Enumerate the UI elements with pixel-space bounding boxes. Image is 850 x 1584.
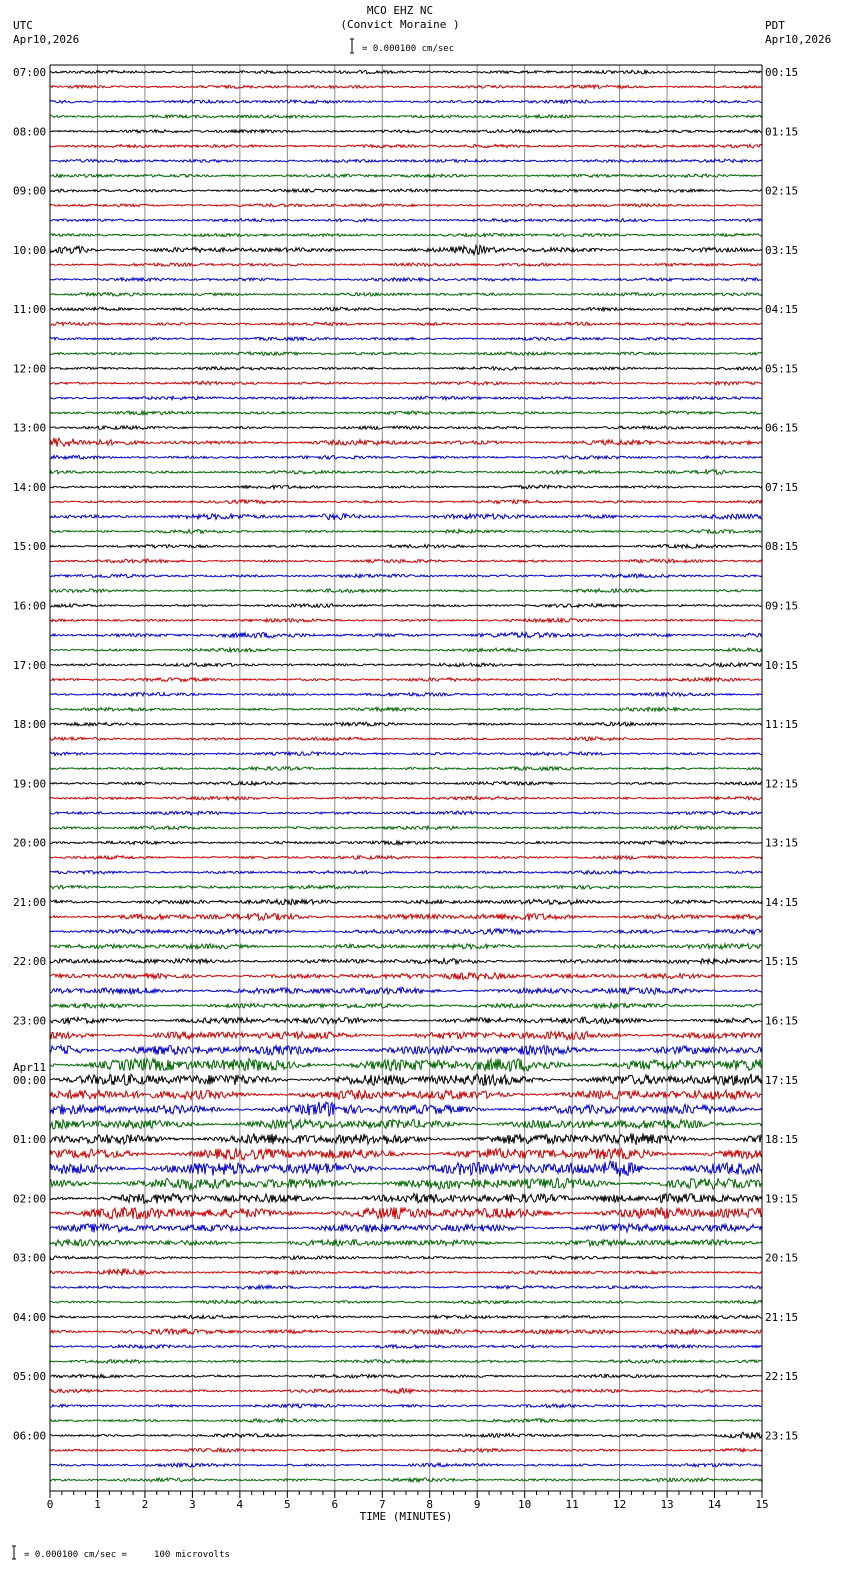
- trace-line: [50, 426, 762, 430]
- trace-line: [50, 1161, 762, 1176]
- trace-line: [50, 1256, 762, 1260]
- trace-line: [50, 1389, 762, 1394]
- x-tick-label: 8: [426, 1498, 434, 1511]
- trace-line: [50, 944, 762, 949]
- trace-line: [50, 1031, 762, 1039]
- trace-line: [50, 826, 762, 830]
- trace-line: [50, 885, 762, 889]
- trace-line: [50, 1404, 762, 1408]
- station-title: MCO EHZ NC: [366, 4, 434, 17]
- trace-line: [50, 381, 762, 385]
- trace-line: [50, 1432, 762, 1438]
- trace-line: [50, 500, 762, 504]
- right-timezone: PDT: [765, 19, 785, 32]
- trace-line: [50, 1419, 762, 1423]
- trace-line: [50, 959, 762, 964]
- x-axis-title: TIME (MINUTES): [359, 1510, 453, 1523]
- utc-hour-label: 23:00: [13, 1014, 47, 1028]
- trace-line: [50, 1090, 762, 1100]
- x-tick-label: 7: [378, 1498, 386, 1511]
- trace-line: [50, 1345, 762, 1349]
- pdt-hour-label: 09:15: [765, 599, 799, 613]
- utc-hour-label: 20:00: [13, 836, 47, 850]
- x-tick-label: 5: [284, 1498, 291, 1511]
- trace-line: [50, 1269, 762, 1276]
- trace-line: [50, 455, 762, 459]
- trace-line: [50, 70, 762, 74]
- trace-line: [50, 589, 762, 593]
- utc-hour-label: 15:00: [13, 540, 47, 554]
- utc-hour-label: 03:00: [13, 1251, 47, 1265]
- utc-hour-label: 09:00: [13, 184, 47, 198]
- trace-line: [50, 678, 762, 682]
- day-change-label: Apr11: [13, 1060, 47, 1074]
- pdt-hour-label: 22:15: [765, 1370, 799, 1384]
- trace-line: [50, 307, 762, 310]
- left-timezone: UTC: [13, 19, 33, 32]
- pdt-hour-label: 06:15: [765, 421, 799, 435]
- trace-line: [50, 632, 762, 638]
- pdt-hour-label: 21:15: [765, 1310, 799, 1324]
- plot-axes: [47, 65, 769, 1523]
- trace-line: [50, 1478, 762, 1482]
- trace-line: [50, 293, 762, 297]
- trace-line: [50, 396, 762, 400]
- trace-line: [50, 470, 762, 475]
- utc-hour-label: 10:00: [13, 243, 47, 257]
- trace-line: [50, 574, 762, 578]
- utc-hour-label: 02:00: [13, 1192, 47, 1206]
- trace-line: [50, 1194, 762, 1204]
- trace-line: [50, 1133, 762, 1145]
- utc-hour-label: 14:00: [13, 480, 47, 494]
- pdt-hour-label: 18:15: [765, 1133, 799, 1147]
- x-tick-label: 6: [331, 1498, 339, 1511]
- trace-line: [50, 781, 762, 785]
- trace-line: [50, 767, 762, 771]
- pdt-hour-label: 23:15: [765, 1429, 799, 1443]
- x-tick-label: 11: [565, 1498, 579, 1511]
- x-tick-label: 12: [612, 1498, 627, 1511]
- trace-line: [50, 263, 762, 266]
- trace-line: [50, 1286, 762, 1290]
- trace-line: [50, 604, 762, 608]
- trace-line: [50, 130, 762, 133]
- x-tick-label: 9: [473, 1498, 481, 1511]
- trace-line: [50, 811, 762, 815]
- x-tick-label: 4: [236, 1498, 244, 1511]
- trace-line: [50, 100, 762, 103]
- pdt-hour-label: 02:15: [765, 184, 799, 198]
- utc-hour-label: 08:00: [13, 125, 47, 139]
- pdt-hour-label: 08:15: [765, 540, 799, 554]
- utc-hour-label: 06:00: [13, 1429, 47, 1443]
- trace-line: [50, 1360, 762, 1364]
- utc-hour-label: 13:00: [13, 421, 47, 435]
- trace-line: [50, 796, 762, 800]
- trace-line: [50, 115, 762, 118]
- trace-line: [50, 1045, 762, 1055]
- trace-line: [50, 1074, 762, 1086]
- trace-line: [50, 204, 762, 207]
- utc-hour-label: 21:00: [13, 895, 47, 909]
- utc-hour-label: 19:00: [13, 777, 47, 791]
- trace-line: [50, 1240, 762, 1247]
- utc-hour-label: 04:00: [13, 1310, 47, 1324]
- trace-line: [50, 1448, 762, 1452]
- trace-line: [50, 972, 762, 979]
- trace-line: [50, 899, 762, 904]
- trace-line: [50, 841, 762, 845]
- trace-line: [50, 1329, 762, 1335]
- pdt-hour-label: 03:15: [765, 243, 799, 257]
- pdt-hour-label: 13:15: [765, 836, 799, 850]
- x-tick-label: 15: [755, 1498, 769, 1511]
- trace-line: [50, 1315, 762, 1319]
- trace-line: [50, 929, 762, 935]
- x-tick-label: 10: [518, 1498, 532, 1511]
- trace-line: [50, 1463, 762, 1467]
- trace-line: [50, 352, 762, 355]
- trace-line: [50, 871, 762, 875]
- footer-scale-note: = 0.000100 cm/sec = 100 microvolts: [24, 1550, 230, 1560]
- pdt-hour-label: 17:15: [765, 1073, 799, 1087]
- trace-line: [50, 411, 762, 415]
- trace-line: [50, 1224, 762, 1233]
- utc-hour-label: 07:00: [13, 66, 47, 79]
- utc-hour-label: 16:00: [13, 599, 47, 613]
- pdt-hour-label: 10:15: [765, 658, 799, 672]
- x-tick-label: 1: [94, 1498, 101, 1511]
- trace-line: [50, 1003, 762, 1008]
- trace-line: [50, 234, 762, 237]
- trace-line: [50, 1102, 762, 1117]
- trace-line: [50, 752, 762, 756]
- pdt-hour-label: 01:15: [765, 125, 799, 139]
- trace-line: [50, 1178, 762, 1189]
- trace-line: [50, 322, 762, 326]
- trace-line: [50, 189, 762, 192]
- trace-line: [50, 514, 762, 520]
- utc-hour-label: 18:00: [13, 718, 47, 732]
- trace-line: [50, 545, 762, 549]
- trace-line: [50, 1017, 762, 1024]
- x-tick-label: 2: [141, 1498, 149, 1511]
- trace-line: [50, 1374, 762, 1378]
- pdt-hour-label: 11:15: [765, 718, 799, 732]
- trace-line: [50, 246, 762, 255]
- trace-line: [50, 737, 762, 741]
- trace-line: [50, 438, 762, 446]
- trace-line: [50, 1059, 762, 1072]
- trace-line: [50, 1300, 762, 1304]
- trace-line: [50, 707, 762, 711]
- utc-hour-label: 17:00: [13, 658, 47, 672]
- trace-line: [50, 648, 762, 652]
- trace-line: [50, 367, 762, 371]
- pdt-hour-label: 15:15: [765, 955, 799, 969]
- utc-hour-label: 12:00: [13, 362, 47, 376]
- right-date: Apr10,2026: [765, 33, 832, 46]
- trace-line: [50, 618, 762, 622]
- trace-line: [50, 1207, 762, 1219]
- trace-line: [50, 856, 762, 860]
- scale-label: = 0.000100 cm/sec: [362, 44, 455, 54]
- utc-hour-label: 01:00: [13, 1133, 47, 1147]
- pdt-hour-label: 07:15: [765, 480, 799, 494]
- trace-line: [50, 988, 762, 995]
- trace-line: [50, 693, 762, 697]
- x-tick-label: 3: [189, 1498, 196, 1511]
- pdt-hour-label: 16:15: [765, 1014, 799, 1028]
- trace-line: [50, 337, 762, 341]
- trace-line: [50, 1148, 762, 1160]
- pdt-hour-label: 19:15: [765, 1192, 799, 1206]
- pdt-hour-label: 00:15: [765, 66, 799, 79]
- trace-group: [50, 70, 762, 1482]
- trace-line: [50, 174, 762, 177]
- x-tick-label: 13: [660, 1498, 674, 1511]
- trace-line: [50, 85, 762, 88]
- utc-hour-label: 00:00: [13, 1073, 47, 1087]
- trace-line: [50, 913, 762, 920]
- pdt-hour-label: 04:15: [765, 303, 799, 317]
- utc-hour-label: 22:00: [13, 955, 47, 969]
- trace-line: [50, 722, 762, 726]
- trace-line: [50, 144, 762, 148]
- trace-line: [50, 559, 762, 563]
- trace-line: [50, 278, 762, 282]
- trace-line: [50, 219, 762, 222]
- x-tick-label: 14: [707, 1498, 722, 1511]
- trace-line: [50, 663, 762, 667]
- pdt-hour-label: 05:15: [765, 362, 799, 376]
- trace-line: [50, 530, 762, 534]
- utc-hour-label: 11:00: [13, 303, 47, 317]
- station-location: (Convict Moraine ): [340, 18, 460, 31]
- pdt-hour-label: 20:15: [765, 1251, 799, 1265]
- trace-line: [50, 485, 762, 489]
- trace-line: [50, 1120, 762, 1129]
- trace-line: [50, 159, 762, 162]
- left-date: Apr10,2026: [13, 33, 80, 46]
- pdt-hour-label: 14:15: [765, 895, 799, 909]
- x-tick-label: 0: [46, 1498, 54, 1511]
- utc-hour-label: 05:00: [13, 1370, 47, 1384]
- pdt-hour-label: 12:15: [765, 777, 799, 791]
